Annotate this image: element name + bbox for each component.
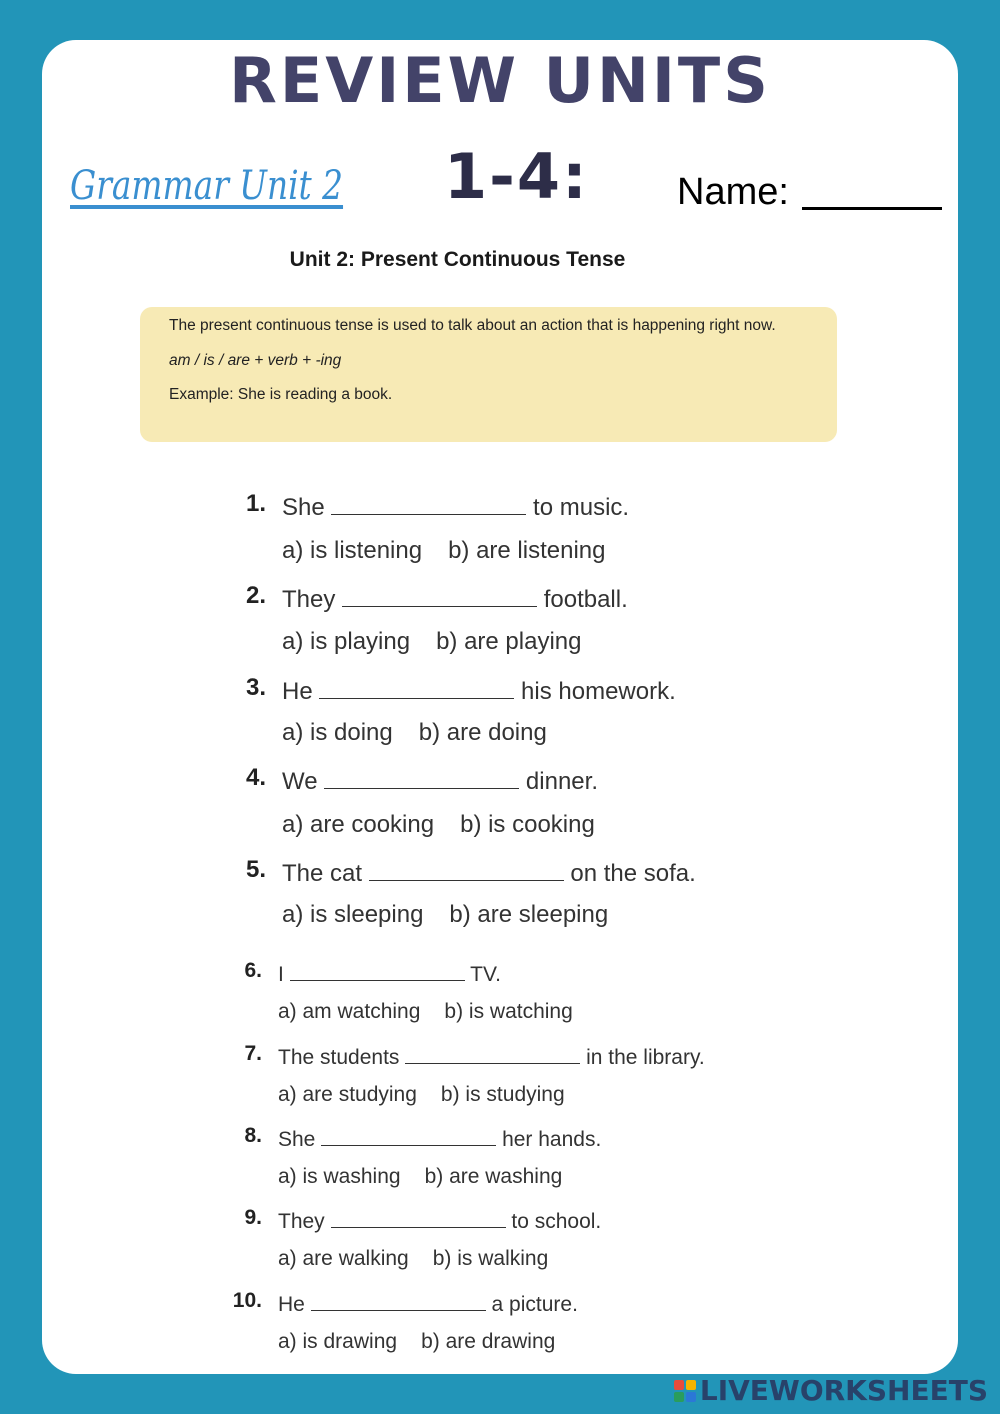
option-a[interactable]: a) is drawing	[278, 1330, 398, 1353]
units-range: 1-4:	[444, 140, 589, 213]
option-a[interactable]: a) am watching	[278, 1000, 421, 1023]
question-text-after: TV.	[470, 963, 501, 986]
answer-blank[interactable]	[321, 1124, 496, 1146]
answer-blank[interactable]	[369, 856, 564, 881]
question-text-after: in the library.	[586, 1046, 705, 1069]
option-a[interactable]: a) are walking	[278, 1247, 409, 1270]
question-8	[244, 1124, 602, 1188]
definition-text: The present continuous tense is used to talk about an action that is happening right now.	[169, 317, 776, 334]
question-number: 3.	[245, 674, 266, 701]
question-number: 2.	[245, 582, 266, 609]
option-b[interactable]: b) are listening	[448, 537, 606, 564]
question-4	[245, 764, 598, 838]
option-a[interactable]: a) are cooking	[282, 811, 435, 838]
option-b[interactable]: b) are playing	[436, 628, 582, 655]
option-a[interactable]: a) are studying	[278, 1083, 417, 1106]
answer-blank[interactable]	[331, 490, 526, 515]
page-title: REVIEW UNITS	[229, 44, 771, 117]
question-text-after: a picture.	[491, 1293, 578, 1316]
unit-heading: Unit 2: Present Continuous Tense	[289, 248, 626, 271]
answer-options	[278, 1330, 555, 1354]
question-1	[245, 490, 630, 564]
question-6	[244, 959, 573, 1023]
answer-options	[278, 1165, 562, 1189]
formula-text: am / is / are + verb + -ing	[169, 352, 342, 369]
option-a[interactable]: a) is washing	[278, 1165, 401, 1188]
question-text-after: her hands.	[502, 1128, 602, 1151]
question-text-before: They	[282, 586, 336, 613]
question-number: 1.	[245, 490, 266, 517]
answer-options	[278, 1000, 573, 1024]
question-text-before: We	[282, 768, 318, 795]
option-b[interactable]: b) is watching	[444, 1000, 573, 1023]
option-b[interactable]: b) is cooking	[460, 811, 595, 838]
option-b[interactable]: b) are sleeping	[449, 901, 609, 928]
question-text-before: They	[278, 1210, 325, 1233]
question-text-before: I	[278, 963, 284, 986]
name-label: Name:	[677, 171, 789, 213]
answer-options	[282, 901, 608, 929]
name-field[interactable]	[802, 207, 942, 210]
answer-blank[interactable]	[405, 1042, 580, 1064]
question-text-before: He	[278, 1293, 305, 1316]
answer-options	[282, 811, 595, 839]
question-2	[245, 582, 628, 655]
option-b[interactable]: b) is studying	[440, 1083, 565, 1106]
question-text-after: dinner.	[525, 768, 598, 795]
option-b[interactable]: b) is walking	[432, 1247, 549, 1270]
answer-options	[282, 719, 547, 747]
question-text-after: his homework.	[521, 678, 676, 705]
watermark-text: LIVEWORKSHEETS	[699, 1374, 988, 1407]
grammar-unit-link[interactable]: Grammar Unit 2	[70, 163, 344, 209]
question-number: 9.	[244, 1206, 262, 1229]
question-text-after: on the sofa.	[570, 860, 696, 887]
question-10	[232, 1289, 578, 1353]
answer-options	[278, 1083, 565, 1107]
option-b[interactable]: b) are doing	[418, 719, 547, 746]
question-text-before: The cat	[282, 860, 363, 887]
option-a[interactable]: a) is doing	[282, 719, 393, 746]
option-a[interactable]: a) is sleeping	[282, 901, 424, 928]
question-text-after: to music.	[533, 494, 630, 521]
answer-blank[interactable]	[342, 582, 537, 607]
question-number: 10.	[232, 1289, 262, 1312]
question-5	[245, 856, 696, 928]
question-number: 6.	[244, 959, 262, 982]
option-a[interactable]: a) is playing	[282, 628, 411, 655]
question-text-before: She	[278, 1128, 316, 1151]
answer-blank[interactable]	[331, 1206, 506, 1228]
answer-blank[interactable]	[319, 674, 514, 699]
question-9	[244, 1206, 602, 1270]
option-b[interactable]: b) are drawing	[421, 1330, 556, 1353]
question-number: 5.	[245, 856, 266, 883]
question-number: 7.	[244, 1042, 262, 1065]
question-text-before: She	[282, 494, 325, 521]
question-text-after: to school.	[511, 1210, 602, 1233]
example-text: Example: She is reading a book.	[169, 386, 393, 403]
liveworksheets-watermark	[674, 1374, 988, 1407]
question-7	[244, 1042, 705, 1106]
liveworksheets-logo-icon	[674, 1380, 696, 1402]
grammar-info-box	[140, 307, 837, 442]
answer-options	[278, 1247, 548, 1271]
answer-blank[interactable]	[290, 959, 465, 981]
option-b[interactable]: b) are washing	[424, 1165, 563, 1188]
question-number: 4.	[245, 764, 266, 791]
question-number: 8.	[244, 1124, 262, 1147]
question-text-after: football.	[543, 586, 628, 613]
option-a[interactable]: a) is listening	[282, 537, 423, 564]
answer-blank[interactable]	[324, 764, 519, 789]
answer-options	[282, 628, 581, 656]
question-text-before: He	[282, 678, 313, 705]
question-text-before: The students	[278, 1046, 400, 1069]
question-3	[245, 674, 676, 746]
answer-options	[282, 537, 605, 565]
answer-blank[interactable]	[311, 1289, 486, 1311]
